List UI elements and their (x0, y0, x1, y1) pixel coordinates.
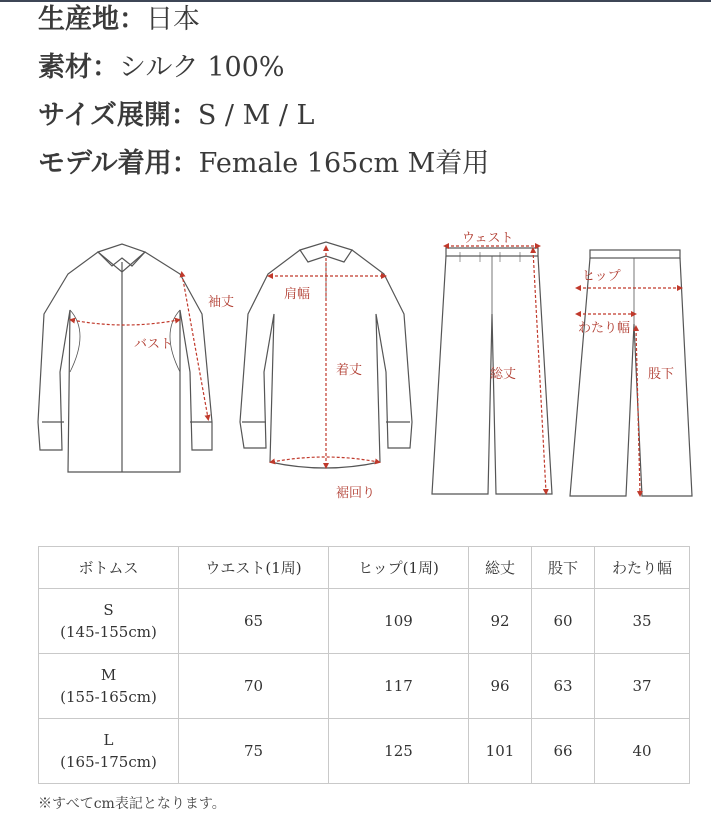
size-name: M (100, 666, 117, 684)
waist-label: ウェスト (462, 231, 514, 246)
spec-label: モデル着用： (38, 148, 199, 179)
shoulder-label: 肩幅 (284, 287, 311, 302)
spec-value: Female 165cm M着用 (198, 148, 490, 179)
table-cell: 37 (595, 654, 690, 719)
table-cell: 40 (595, 719, 690, 784)
sleeve-label: 袖丈 (208, 295, 235, 310)
size-cell (39, 719, 179, 784)
spec-sizes (38, 98, 489, 146)
column-header: ヒップ(1周) (329, 547, 469, 589)
hip-label: ヒップ (582, 269, 621, 284)
measurement-diagram (30, 222, 700, 512)
column-header: わたり幅 (595, 547, 690, 589)
spec-label: 素材： (38, 52, 119, 83)
column-header: ウエスト(1周) (179, 547, 329, 589)
table-cell: 101 (469, 719, 532, 784)
table-header-row (39, 547, 690, 589)
footnote: ※すべてcm表記となります。 (38, 796, 226, 812)
total-length-label: 総丈 (490, 367, 517, 382)
spec-label: 生産地： (38, 4, 146, 35)
size-name: S (103, 601, 114, 619)
hem-label: 裾回り (336, 486, 376, 501)
column-header: 股下 (532, 547, 595, 589)
table-cell: 125 (329, 719, 469, 784)
table-cell: 92 (469, 589, 532, 654)
table-row (39, 589, 690, 654)
spec-label: サイズ展開： (38, 100, 198, 131)
spec-value: 日本 (146, 4, 200, 35)
size-cell (39, 654, 179, 719)
spec-value: S / M / L (197, 100, 315, 131)
size-range: (155-165cm) (60, 688, 157, 706)
table-cell: 70 (179, 654, 329, 719)
spec-list (38, 2, 489, 194)
size-name: L (103, 731, 114, 749)
table-cell: 63 (532, 654, 595, 719)
bust-measure (72, 320, 178, 325)
inseam-label: 股下 (648, 367, 675, 382)
table-cell: 117 (329, 654, 469, 719)
table-cell: 65 (179, 589, 329, 654)
spec-model (38, 146, 489, 194)
table-cell: 35 (595, 589, 690, 654)
table-cell: 60 (532, 589, 595, 654)
table-cell: 66 (532, 719, 595, 784)
size-range: (165-175cm) (60, 753, 157, 771)
hem-measure (272, 457, 378, 462)
table-cell: 96 (469, 654, 532, 719)
table-cell: 109 (329, 589, 469, 654)
size-range: (145-155cm) (60, 623, 157, 641)
table-row (39, 654, 690, 719)
table-row (39, 719, 690, 784)
table-cell: 75 (179, 719, 329, 784)
spec-origin (38, 2, 489, 50)
bust-label: バスト (134, 337, 174, 352)
column-header: 総丈 (469, 547, 532, 589)
shirt-front-icon (38, 244, 212, 472)
size-cell (39, 589, 179, 654)
column-header: ボトムス (39, 547, 179, 589)
length-label: 着丈 (336, 363, 363, 378)
spec-value: シルク 100% (119, 52, 285, 83)
size-table (38, 546, 690, 784)
thigh-label: わたり幅 (578, 321, 631, 336)
spec-material (38, 50, 489, 98)
